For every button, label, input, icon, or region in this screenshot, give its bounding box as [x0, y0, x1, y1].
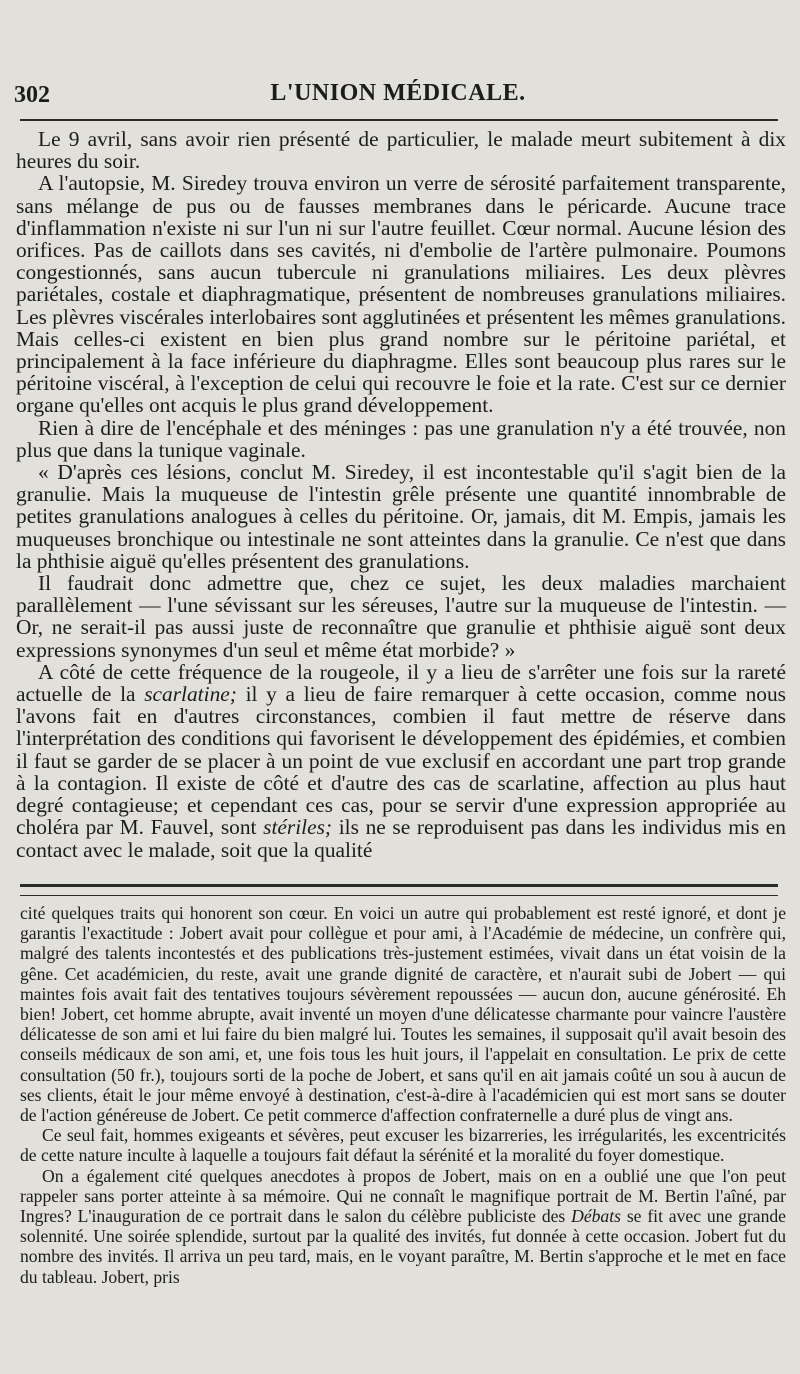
- footnote-paragraph: cité quelques traits qui honorent son cœur. En voici un autre qui probablement est resté ignoré, et dont je garantis l'exactitude : Jobert avait pour collègue et pour ami, à l'Académie de médecine, un confrère qui, malgré des talents incontestés et des publications très-justement estimées, vivait dans un état voisin de la gêne. Cet académicien, du reste, avait une grande dignité de caractère, et n'aurait subi de Jobert — qui maintes fois avait fait des tentatives toujours sévèrement repoussées — aucun don, aucune générosité. Eh bien! Jobert, cet homme abrupte, avait inventé un moyen d'une délicatesse charmante pour vaincre l'austère délicatesse de son ami et lui faire du bien malgré lui. Toutes les semaines, il supposait qu'il avait besoin des conseils médicaux de son ami, et, une fois tous les huit jours, il l'appelait en consultation. Le prix de cette consultation (50 fr.), toujours sorti de la poche de Jobert, et sans qu'il en ait jamais coûté un sou à aucun de ses clients, était le jour même envoyé à destination, c'est-à-dire à l'académicien qui est mort sans se douter de l'action généreuse de Jobert. Ce petit commerce d'affection confraternelle a duré plus de vingt ans.: [20, 903, 786, 1126]
- text-run: On a également cité quelques anecdotes à propos de Jobert, mais on en a oublié une que l'on peut rappeler sans porter atteinte à sa mémoire. Qui ne connaît le magnifique portrait de M. Bertin l'aîné, par Ingres? L'inauguration de ce portrait dans le salon du célèbre publiciste des: [20, 1165, 786, 1227]
- italic-term: scarlatine;: [144, 682, 237, 707]
- header-rule: [20, 119, 778, 121]
- text-run: se fit avec une grande solennité. Une soirée splendide, surtout par la qualité des invités, fut donnée à cette occasion. Jobert fut du nombre des invités. Il arriva un peu tard, mais, en le voyant paraître, M. Bertin s'approche et le met en face du tableau. Jobert, pris: [20, 1206, 786, 1287]
- text-run: il y a lieu de faire remarquer à cette occasion, comme nous l'avons fait en d'autres circonstances, combien il faut mettre de réserve dans l'interprétation des conditions qui favorisent le développement des épidémies, et combien il faut se garder de se placer à un point de vue exclusif en accordant une part trop grande à la contagion. Il existe de côté et d'autre des cas de scarlatine, affection au plus haut degré contagieuse; et cependant ces cas, pour se servir d'une expression appropriée au choléra par M. Fauvel, sont: [16, 682, 786, 840]
- paragraph: Il faudrait donc admettre que, chez ce sujet, les deux maladies marchaient parallèlement — l'une sévissant sur les séreuses, l'autre sur la muqueuse de l'intestin. — Or, ne serait-il pas aussi juste de reconnaître que granulie et phthisie aiguë sont deux expressions synonymes d'un seul et même état morbide? »: [16, 571, 786, 662]
- paragraph: « D'après ces lésions, conclut M. Siredey, il est incontestable qu'il s'agit bien de la granulie. Mais la muqueuse de l'intestin grêle présente une quantité innombrable de petites granulations analogues à celles du péritoine. Or, jamais, dit M. Empis, jamais les muqueuses bronchique ou intestinale ne sont atteintes dans la granulie. Ce n'est que dans la phthisie aiguë qu'elles présentent des granulations.: [16, 460, 786, 573]
- page-header: [14, 80, 782, 116]
- italic-term: Débats: [571, 1206, 621, 1227]
- footnote-separator: [20, 884, 778, 896]
- footnote-paragraph: [20, 1166, 786, 1287]
- paragraph: Le 9 avril, sans avoir rien présenté de particulier, le malade meurt subitement à dix heures du soir.: [16, 127, 786, 174]
- paragraph: [16, 661, 786, 861]
- main-text: [16, 128, 786, 861]
- text-run: ils ne se reproduisent pas dans les individus mis en contact avec le malade, soit que la qualité: [16, 815, 786, 862]
- text-run: A côté de cette fréquence de la rougeole, il y a lieu de s'arrêter une fois sur la rareté actuelle de la: [16, 659, 786, 707]
- paragraph: A l'autopsie, M. Siredey trouva environ un verre de sérosité parfaitement transparente, sans mélange de pus ou de fausses membranes dans le péricarde. Aucune trace d'inflammation n'existe ni sur l'un ni sur l'autre feuillet. Cœur normal. Aucune lésion des orifices. Pas de caillots dans ses cavités, ni d'embolie de l'artère pulmonaire. Poumons congestionnés, sans aucun tubercule ni granulations miliaires. Les deux plèvres pariétales, costale et diaphragmatique, présentent de nombreuses granulations miliaires. Les plèvres viscérales interlobaires sont agglutinées et présentent les mêmes granulations. Mais celles-ci existent en bien plus grand nombre sur le péritoine pariétal, et principalement à la face inférieure du diaphragme. Elles sont beaucoup plus rares sur le péritoine viscéral, à l'exception de celui qui recouvre le foie et la rate. C'est sur ce dernier organe qu'elles ont acquis le plus grand développement.: [16, 171, 786, 418]
- footnote-paragraph: Ce seul fait, hommes exigeants et sévères, peut excuser les bizarreries, les irrégularités, les excentricités de cette nature inculte à laquelle a toujours fait défaut la sérénité et la moralité du foyer domestique.: [20, 1125, 786, 1166]
- italic-term: stériles;: [263, 815, 333, 840]
- journal-title: L'UNION MÉDICALE.: [270, 80, 526, 106]
- footnote-text: [20, 903, 786, 1287]
- paragraph: Rien à dire de l'encéphale et des méninges : pas une granulation n'y a été trouvée, non plus que dans la tunique vaginale.: [16, 415, 786, 462]
- page-number: 302: [14, 82, 50, 108]
